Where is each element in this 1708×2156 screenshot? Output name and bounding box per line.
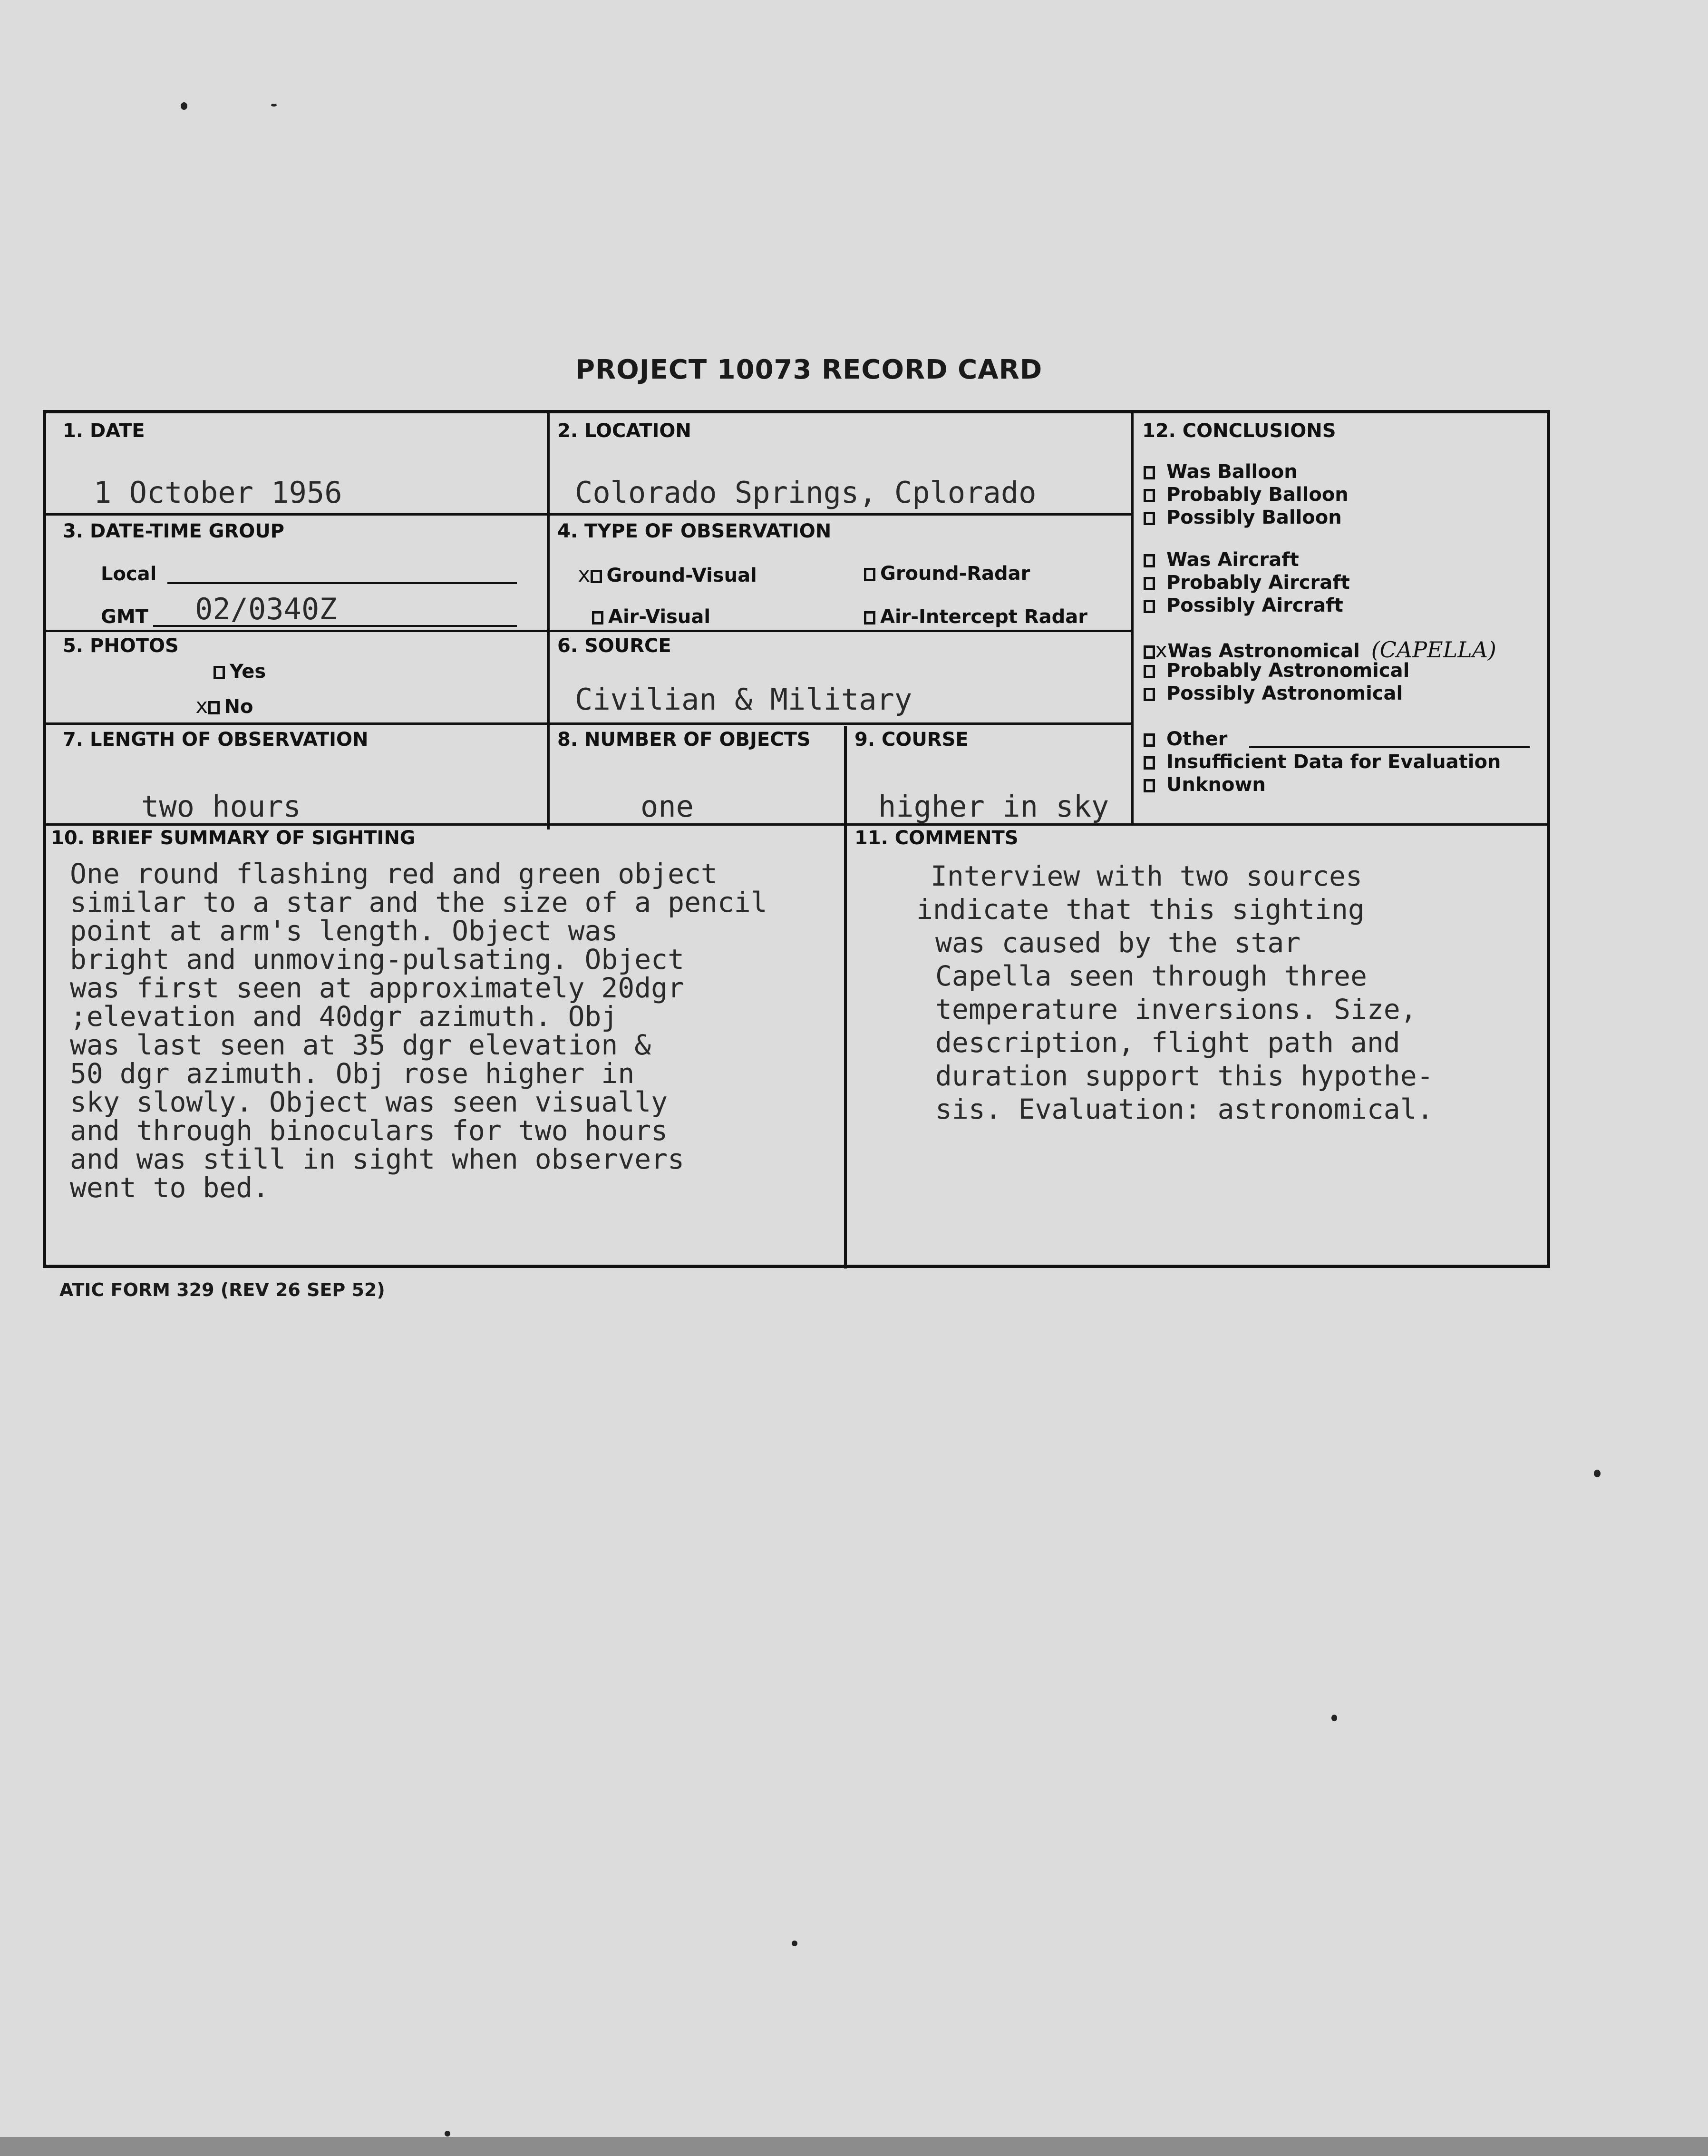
checkbox-icon [1144, 756, 1155, 770]
conclusion-option-label: Insufficient Data for Evaluation [1166, 751, 1501, 773]
checkbox-icon [1144, 733, 1155, 747]
local-time-line [167, 582, 517, 584]
summary-line: and through binoculars for two hours [70, 1114, 668, 1147]
conclusion-option-label: Was Astronomical [1167, 640, 1360, 662]
conclusion-option [1144, 484, 1349, 506]
dust-speck [1331, 1715, 1337, 1721]
check-mark: x [1155, 638, 1168, 663]
photos-label: 5. PHOTOS [63, 635, 179, 657]
checkbox-icon [591, 570, 602, 583]
checkbox-icon [864, 568, 875, 581]
date-label: 1. DATE [63, 420, 145, 442]
summary-line: ;elevation and 40dgr azimuth. Obj [70, 1000, 618, 1033]
form-number: ATIC FORM 329 (REV 26 SEP 52) [59, 1279, 385, 1300]
checkbox-icon [1144, 466, 1155, 479]
conclusion-option [1144, 683, 1403, 704]
summary-line: sky slowly. Object was seen visually [70, 1086, 668, 1118]
conclusion-option [1144, 507, 1342, 528]
photos-yes-label: Yes [230, 661, 266, 683]
location-label: 2. LOCATION [557, 420, 691, 442]
handwritten-note: (CAPELLA) [1371, 637, 1496, 663]
conclusion-option [1144, 549, 1299, 571]
course-value: higher in sky [878, 789, 1109, 824]
checkbox-icon [1144, 665, 1155, 678]
course-label: 9. COURSE [854, 729, 969, 751]
conclusion-option [1144, 572, 1350, 594]
summary-line: 50 dgr azimuth. Obj rose higher in [70, 1057, 635, 1090]
comments-label: 11. COMMENTS [854, 827, 1019, 849]
dust-speck [1594, 1470, 1601, 1477]
comments-text [916, 859, 1434, 1126]
conclusion-option-label: Possibly Aircraft [1166, 595, 1343, 616]
comment-line: duration support this hypothe- [935, 1060, 1434, 1092]
conclusions-label: 12. CONCLUSIONS [1142, 420, 1336, 442]
conclusion-option [1144, 660, 1409, 682]
gmt-label: GMT [101, 606, 148, 628]
divider-col-b [844, 726, 847, 1268]
length-value: two hours [141, 789, 301, 824]
conclusion-option-label: Was Balloon [1166, 461, 1298, 483]
observation-option [592, 606, 710, 628]
conclusion-option-label: Was Aircraft [1166, 549, 1299, 571]
summary-line: bright and unmoving-pulsating. Object [70, 943, 685, 976]
conclusion-option-label: Other [1166, 728, 1228, 750]
summary-line: point at arm's length. Object was [70, 915, 618, 947]
page-bottom-edge [0, 2137, 1708, 2156]
other-line [1249, 746, 1530, 748]
checkbox-icon [1144, 577, 1155, 590]
conclusion-option-label: Probably Balloon [1166, 484, 1349, 506]
check-mark: x [195, 694, 208, 718]
observation-option-label: Ground-Visual [606, 565, 757, 586]
comment-line: was caused by the star [935, 927, 1301, 959]
card-title: PROJECT 10073 RECORD CARD [575, 354, 1043, 385]
checkbox-icon [1144, 645, 1155, 659]
comment-line: sis. Evaluation: astronomical. [935, 1093, 1434, 1125]
observation-option [578, 563, 757, 587]
checkbox-icon [208, 701, 220, 714]
divider-col-a [547, 413, 550, 829]
divider-row-1 [46, 513, 1131, 516]
conclusion-option [1144, 728, 1227, 750]
dust-speck [181, 102, 187, 110]
comment-line: temperature inversions. Size, [935, 993, 1417, 1025]
length-label: 7. LENGTH OF OBSERVATION [63, 729, 369, 751]
conclusion-option-label: Possibly Astronomical [1166, 683, 1403, 704]
photos-no-label: No [224, 696, 253, 718]
checkbox-icon [1144, 489, 1155, 502]
conclusion-option [1144, 637, 1496, 663]
summary-text [70, 859, 767, 1202]
checkbox-icon [1144, 512, 1155, 525]
divider-row-3 [46, 722, 1131, 725]
conclusion-option [1144, 751, 1501, 773]
observation-type-label: 4. TYPE OF OBSERVATION [557, 520, 832, 542]
date-time-group-label: 3. DATE-TIME GROUP [63, 520, 284, 542]
checkbox-icon [592, 611, 603, 624]
dust-speck [792, 1941, 797, 1946]
conclusion-option-label: Unknown [1166, 774, 1266, 796]
check-mark: x [578, 563, 591, 587]
date-value: 1 October 1956 [94, 475, 342, 510]
checkbox-icon [214, 666, 225, 679]
summary-line: was first seen at approximately 20dgr [70, 972, 685, 1004]
photos-yes-option [214, 661, 266, 683]
checkbox-icon [1144, 554, 1155, 567]
summary-line: was last seen at 35 dgr elevation & [70, 1029, 651, 1061]
checkbox-icon [864, 611, 875, 624]
source-value: Civilian & Military [575, 682, 912, 717]
location-value: Colorado Springs, Cplorado [575, 475, 1037, 510]
comment-line: Interview with two sources [931, 860, 1362, 892]
summary-line: similar to a star and the size of a pencil [70, 886, 767, 918]
conclusion-option [1144, 774, 1266, 796]
observation-option-label: Air-Visual [608, 606, 711, 628]
gmt-value: 02/0340Z [195, 592, 337, 626]
observation-option-label: Air-Intercept Radar [880, 606, 1087, 628]
source-label: 6. SOURCE [557, 635, 671, 657]
observation-option [864, 563, 1030, 585]
objects-value: one [640, 789, 694, 824]
divider-col-c [1131, 413, 1134, 823]
summary-line: and was still in sight when observers [70, 1143, 685, 1175]
summary-label: 10. BRIEF SUMMARY OF SIGHTING [51, 827, 416, 849]
checkbox-icon [1144, 779, 1155, 792]
local-time-label: Local [101, 563, 157, 585]
divider-row-2 [46, 630, 1131, 632]
conclusion-option-label: Probably Astronomical [1166, 660, 1410, 682]
comment-line: description, flight path and [935, 1026, 1400, 1059]
observation-option [864, 606, 1087, 628]
summary-line: went to bed. [70, 1171, 270, 1204]
checkbox-icon [1144, 600, 1155, 613]
conclusion-option-label: Possibly Balloon [1166, 507, 1342, 528]
objects-label: 8. NUMBER OF OBJECTS [557, 729, 811, 751]
comment-line: Capella seen through three [935, 960, 1367, 992]
dust-speck [445, 2131, 450, 2136]
checkbox-icon [1144, 688, 1155, 701]
dust-speck [271, 104, 277, 107]
observation-option-label: Ground-Radar [880, 563, 1030, 585]
comment-line: indicate that this sighting [916, 893, 1365, 926]
conclusion-option [1144, 461, 1298, 483]
conclusion-option [1144, 595, 1343, 616]
photos-no-option [195, 694, 253, 718]
conclusion-option-label: Probably Aircraft [1166, 572, 1350, 594]
summary-line: One round flashing red and green object [70, 858, 718, 890]
record-card [43, 410, 1550, 1268]
